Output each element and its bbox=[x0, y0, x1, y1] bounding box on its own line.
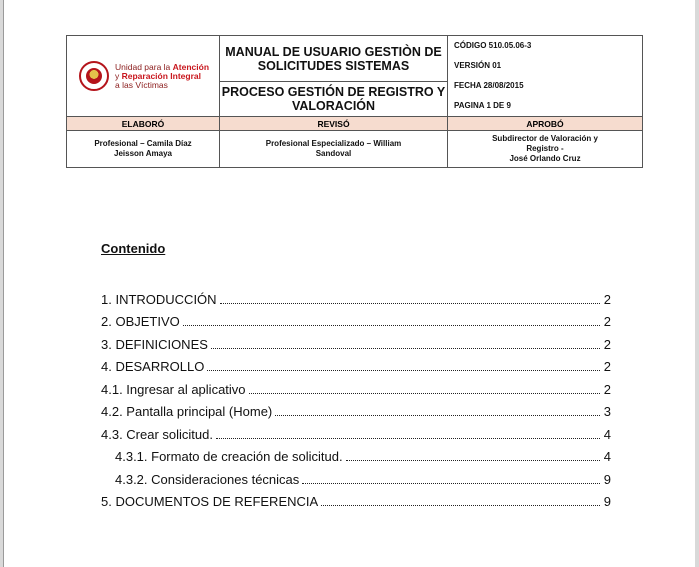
toc-entry[interactable]: 4.3. Crear solicitud. 4 bbox=[101, 426, 611, 442]
document-version: VERSIÓN 01 bbox=[454, 61, 502, 70]
manual-title: MANUAL DE USUARIO GESTIÒN DE SOLICITUDES SISTEMAS bbox=[220, 36, 448, 82]
toc-entry[interactable]: 4. DESARROLLO 2 bbox=[101, 359, 611, 374]
toc-entry[interactable]: 3. DEFINICIONES 2 bbox=[101, 336, 611, 352]
document-header-table bbox=[66, 35, 643, 168]
toc-entry[interactable]: 4.2. Pantalla principal (Home) 3 bbox=[101, 404, 611, 419]
toc-entry[interactable]: 4.3.1. Formato de creación de solicitud. 4 bbox=[115, 449, 611, 464]
document-code: CÓDIGO 510.05.06-3 bbox=[454, 41, 532, 50]
contents-heading: Contenido bbox=[101, 241, 166, 256]
toc-entry[interactable]: 4.3.2. Consideraciones técnicas 9 bbox=[115, 471, 611, 487]
elaboro-header: ELABORÓ bbox=[67, 117, 220, 131]
toc-entry[interactable]: 4.1. Ingresar al aplicativo 2 bbox=[101, 381, 611, 397]
organization-logo bbox=[67, 61, 219, 91]
aprobo-signature: Subdirector de Valoración y Registro - José Orlando Cruz bbox=[448, 131, 643, 168]
elaboro-signature: Profesional – Camila Díaz Jeisson Amaya bbox=[67, 131, 220, 168]
toc-entry[interactable]: 5. DOCUMENTOS DE REFERENCIA 9 bbox=[101, 494, 611, 509]
toc-entry[interactable]: 1. INTRODUCCIÓN 2 bbox=[101, 291, 611, 307]
aprobo-header: APROBÓ bbox=[448, 117, 643, 131]
table-of-contents bbox=[101, 241, 611, 509]
document-page-number: PAGINA 1 DE 9 bbox=[454, 101, 511, 110]
reviso-header: REVISÓ bbox=[220, 117, 448, 131]
document-date: FECHA 28/08/2015 bbox=[454, 81, 524, 90]
document-page bbox=[3, 0, 695, 567]
toc-entry[interactable]: 2. OBJETIVO 2 bbox=[101, 314, 611, 329]
reviso-signature: Profesional Especializado – William Sandoval bbox=[220, 131, 448, 168]
logo-text: Unidad para la Atención y Reparación Integral a las Víctimas bbox=[115, 61, 210, 90]
coat-of-arms-icon bbox=[79, 61, 109, 91]
process-title: PROCESO GESTIÓN DE REGISTRO Y VALORACIÓN bbox=[220, 82, 448, 117]
logo-cell bbox=[67, 36, 220, 117]
document-meta bbox=[448, 36, 643, 117]
